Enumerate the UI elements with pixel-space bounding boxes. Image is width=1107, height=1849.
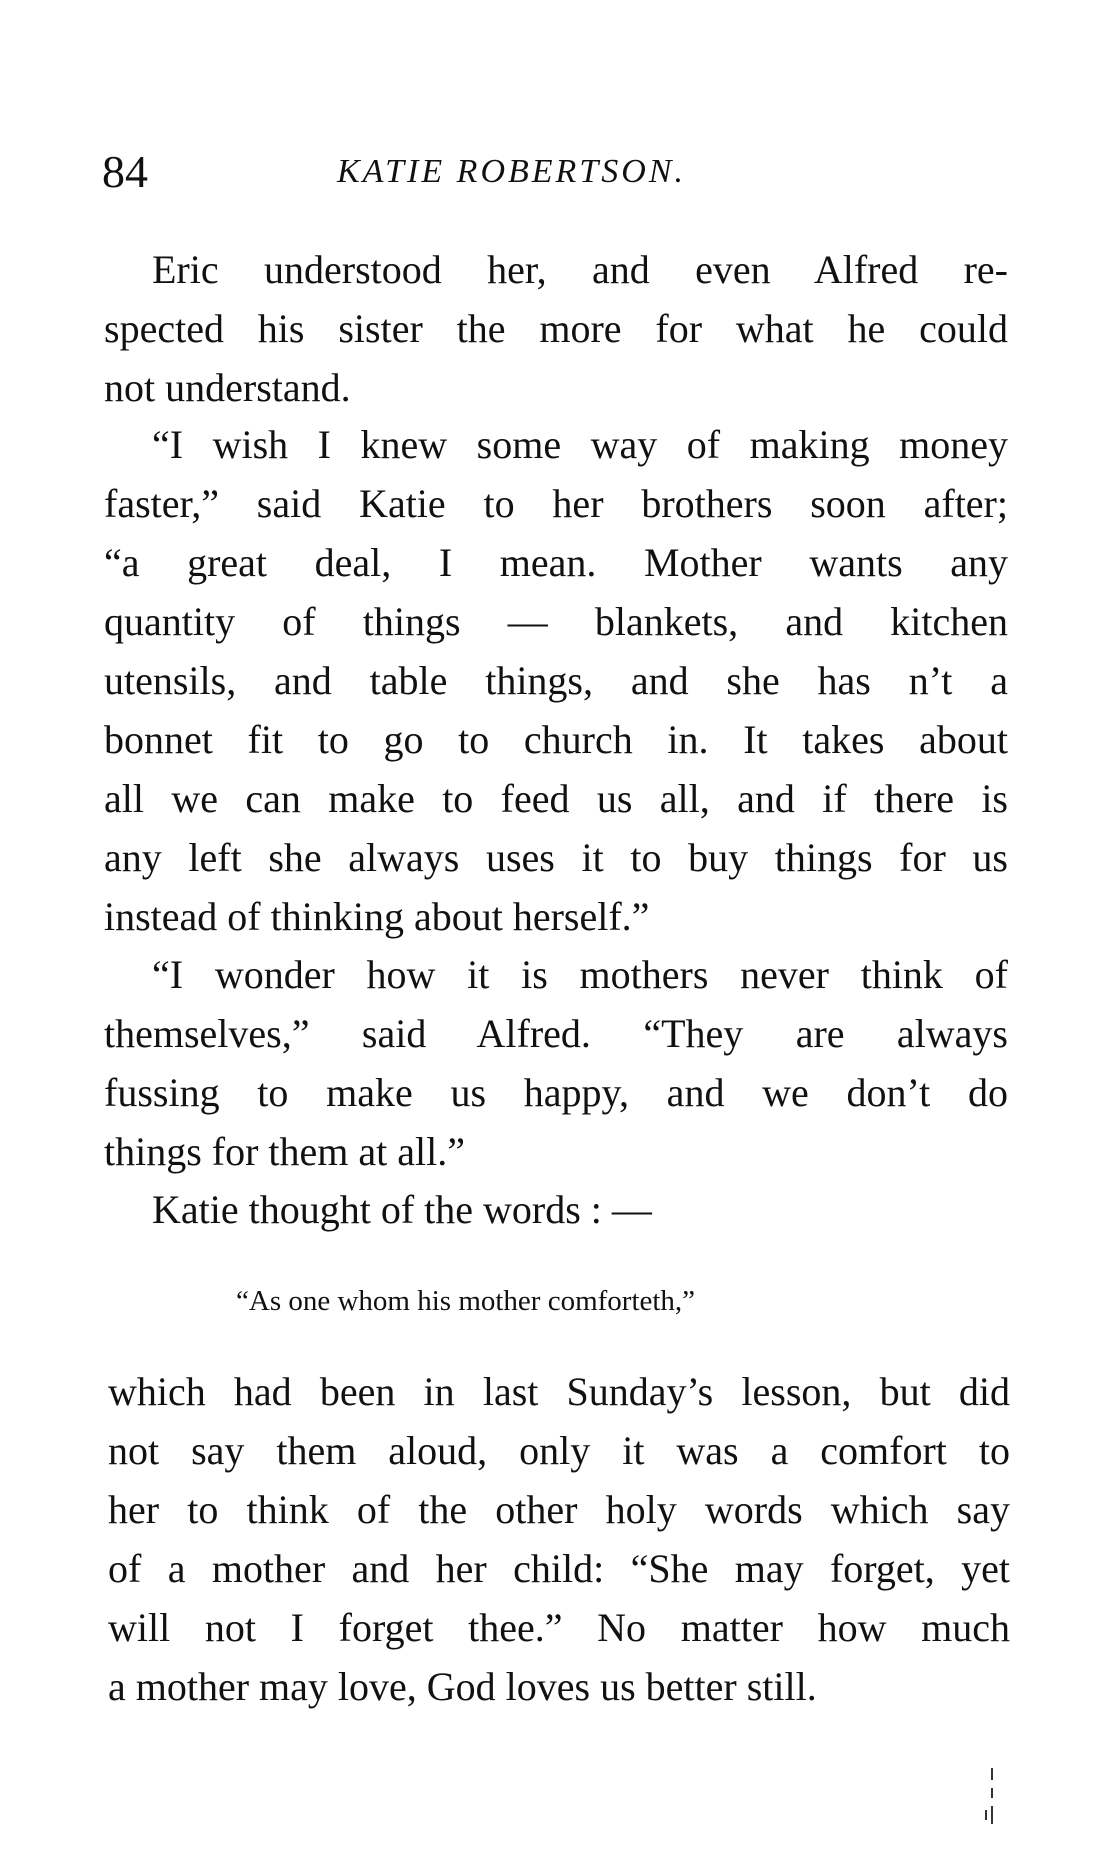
text-line: will not I forget thee.” No matter how much bbox=[108, 1605, 1010, 1650]
text-line: not say them aloud, only it was a comfort to bbox=[108, 1428, 1010, 1473]
text-line: utensils, and table things, and she has n’t a bbox=[104, 658, 1008, 703]
text-line: Eric understood her, and even Alfred re- bbox=[152, 247, 1008, 292]
page-number: 84 bbox=[102, 146, 148, 197]
text-line: things for them at all.” bbox=[104, 1129, 466, 1174]
text-line: themselves,” said Alfred. “They are always bbox=[104, 1011, 1008, 1056]
text-line: “I wonder how it is mothers never think of bbox=[152, 952, 1008, 997]
text-line: fussing to make us happy, and we don’t do bbox=[104, 1070, 1008, 1115]
text-line: a mother may love, God loves us better still. bbox=[108, 1664, 817, 1709]
text-line: Katie thought of the words : — bbox=[152, 1187, 652, 1232]
text-line: bonnet fit to go to church in. It takes about bbox=[104, 717, 1008, 762]
text-line: spected his sister the more for what he could bbox=[104, 306, 1008, 351]
text-line: “I wish I knew some way of making money bbox=[152, 422, 1008, 467]
text-line: faster,” said Katie to her brothers soon after; bbox=[104, 481, 1008, 526]
block-quote: “As one whom his mother comforteth,” bbox=[236, 1285, 696, 1317]
text-line: instead of thinking about herself.” bbox=[104, 894, 650, 939]
text-line: not understand. bbox=[104, 365, 351, 410]
text-line: “a great deal, I mean. Mother wants any bbox=[104, 540, 1008, 585]
text-line: of a mother and her child: “She may forget, yet bbox=[108, 1546, 1010, 1591]
text-line: all we can make to feed us all, and if there is bbox=[104, 776, 1008, 821]
paragraph-1 bbox=[104, 240, 1008, 417]
paragraph-4 bbox=[104, 1180, 1008, 1239]
margin-mark bbox=[985, 1768, 995, 1828]
text-line: her to think of the other holy words which say bbox=[108, 1487, 1010, 1532]
text-line: quantity of things — blankets, and kitchen bbox=[104, 599, 1008, 644]
running-title: KATIE ROBERTSON. bbox=[337, 153, 686, 190]
text-line: any left she always uses it to buy things for us bbox=[104, 835, 1008, 880]
page-header bbox=[102, 142, 1002, 202]
closing-paragraph bbox=[108, 1362, 1010, 1716]
paragraph-3 bbox=[104, 945, 1008, 1181]
text-line: which had been in last Sunday’s lesson, but did bbox=[108, 1369, 1010, 1414]
paragraph-2 bbox=[104, 415, 1008, 946]
